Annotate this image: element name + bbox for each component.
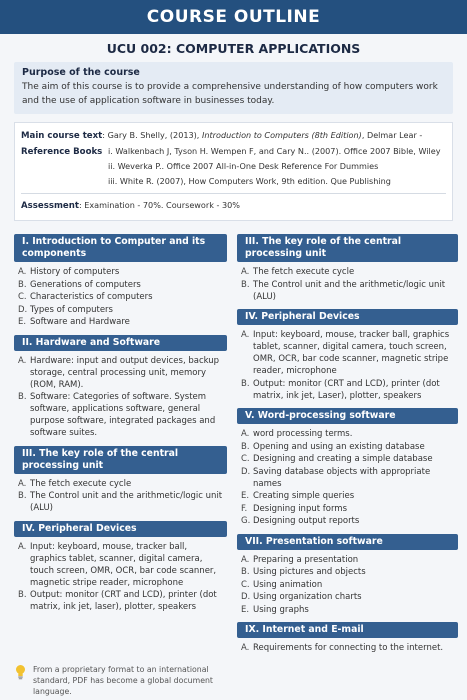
item-letter: E. <box>241 604 250 615</box>
list-item <box>241 466 456 490</box>
outline-section <box>237 622 458 658</box>
section-items <box>237 550 458 620</box>
item-text: Input: keyboard, mouse, tracker ball, graphics tablet, scanner, digital camera, touch screen, OMR, OCR, bar code scanner, magnetic stripe reader, microphone <box>253 330 450 376</box>
item-letter: G. <box>241 516 251 526</box>
item-letter: A. <box>241 554 250 565</box>
item-text: History of computers <box>30 267 120 277</box>
item-letter: C. <box>18 292 27 302</box>
list-item <box>18 304 225 316</box>
list-item <box>241 453 456 465</box>
reference-item: ii. Weverka P.. Office 2007 All-in-One Desk Reference For Dummies <box>108 161 379 171</box>
item-text: Saving database objects with appropriate names <box>253 466 431 489</box>
item-letter: C. <box>241 579 250 590</box>
item-letter: B. <box>18 392 27 402</box>
list-item <box>241 428 456 440</box>
item-text: Characteristics of computers <box>30 292 153 302</box>
item-text: The fetch execute cycle <box>30 478 132 489</box>
outline-section <box>14 234 227 332</box>
main-text-post: , Delmar Lear - <box>361 130 423 140</box>
section-heading: V. Word-processing software <box>237 408 458 424</box>
purpose-title: Purpose of the course <box>22 67 140 78</box>
reference-item: i. Walkenbach J, Tyson H. Wempen F, and Cary N.. (2007). Office 2007 Bible, Wiley <box>108 146 441 156</box>
outline-section <box>14 335 227 443</box>
assessment-text: : Examination - 70%. Coursework - 30% <box>78 200 240 210</box>
item-letter: A. <box>18 541 27 552</box>
item-letter: A. <box>241 267 250 277</box>
outline-columns <box>14 234 461 661</box>
list-item <box>241 441 456 453</box>
assessment <box>21 198 446 214</box>
lightbulb-icon <box>14 664 27 680</box>
section-heading: II. Hardware and Software <box>14 335 227 351</box>
item-letter: D. <box>18 304 28 315</box>
item-letter: A. <box>241 330 250 340</box>
item-text: Output: monitor (CRT and LCD), printer (dot matrix, ink jet, laser), plotter, speakers <box>30 590 217 612</box>
list-item <box>18 355 225 391</box>
item-letter: B. <box>241 279 250 290</box>
list-item <box>241 515 456 527</box>
footnote <box>14 664 219 697</box>
footnote-text: From a proprietary format to an international standard, PDF has become a global document language. <box>33 665 213 696</box>
outline-section <box>237 534 458 620</box>
item-letter: A. <box>18 267 27 277</box>
left-column <box>14 234 227 661</box>
purpose-text: The aim of this course is to provide a comprehensive understanding of how computers work and the use of application software in businesses today. <box>22 82 438 106</box>
list-item <box>241 554 456 566</box>
section-items <box>237 262 458 306</box>
item-text: The Control unit and the arithmetic/logic unit (ALU) <box>253 279 446 302</box>
item-letter: B. <box>18 279 27 290</box>
right-column <box>237 234 458 661</box>
item-text: Input: keyboard, mouse, tracker ball, graphics tablet, scanner, digital camera, touch screen, OMR, OCR, bar code scanner, magnetic stripe reader, microphone <box>30 541 217 588</box>
list-item <box>18 391 225 439</box>
item-text: Using organization charts <box>253 592 362 602</box>
section-items <box>237 424 458 531</box>
purpose-box <box>14 62 453 114</box>
section-heading: IV. Peripheral Devices <box>14 521 227 537</box>
item-letter: A. <box>18 478 27 489</box>
item-letter: D. <box>241 466 251 477</box>
outline-section <box>237 234 458 306</box>
item-text: The Control unit and the arithmetic/logic unit (ALU) <box>30 491 223 513</box>
list-item <box>241 591 456 603</box>
list-item <box>18 266 225 278</box>
course-info-box <box>14 122 453 221</box>
item-letter: B. <box>18 491 27 501</box>
section-items <box>14 537 227 617</box>
item-text: Designing output reports <box>253 516 360 526</box>
list-item <box>241 329 456 377</box>
section-items <box>237 325 458 405</box>
section-heading: III. The key role of the central processing unit <box>237 234 458 262</box>
item-text: word processing terms. <box>253 429 353 439</box>
item-text: Generations of computers <box>30 279 141 290</box>
item-letter: A. <box>241 429 250 439</box>
list-item <box>18 589 225 613</box>
section-items <box>14 474 227 518</box>
list-item <box>241 503 456 515</box>
item-text: Using animation <box>253 579 323 590</box>
list-item <box>18 279 225 291</box>
item-letter: E. <box>241 491 250 501</box>
item-letter: A. <box>241 643 250 653</box>
list-item <box>241 604 456 616</box>
reference-item: iii. White R. (2007), How Computers Work, 9th edition. Que Publishing <box>108 176 391 186</box>
assessment-label: Assessment <box>21 201 79 211</box>
divider <box>21 193 446 194</box>
item-text: Output: monitor (CRT and LCD), printer (dot matrix, ink jet, Laser), plotter, speakers <box>253 378 440 401</box>
list-item <box>241 566 456 578</box>
main-text-title: Introduction to Computers (8th Edition) <box>201 130 362 140</box>
item-text: Using pictures and objects <box>253 567 366 577</box>
item-letter: F. <box>241 503 248 514</box>
item-text: Software and Hardware <box>30 317 130 327</box>
item-letter: B. <box>241 378 250 389</box>
list-item <box>241 279 456 303</box>
list-item <box>18 478 225 490</box>
section-items <box>14 262 227 332</box>
item-text: Requirements for connecting to the internet. <box>253 643 444 653</box>
item-text: Designing input forms <box>253 503 348 514</box>
item-text: Opening and using an existing database <box>253 441 425 452</box>
item-letter: B. <box>241 441 250 452</box>
section-heading: III. The key role of the central processing unit <box>14 446 227 474</box>
item-letter: B. <box>18 590 27 600</box>
list-item <box>241 378 456 402</box>
item-text: Using graphs <box>253 604 309 615</box>
item-text: Preparing a presentation <box>253 554 359 565</box>
item-text: Creating simple queries <box>253 491 355 501</box>
reference-books <box>21 144 446 189</box>
item-text: Designing and creating a simple database <box>253 454 433 464</box>
section-items <box>237 638 458 658</box>
list-item <box>18 316 225 328</box>
list-item <box>241 266 456 278</box>
section-heading: VII. Presentation software <box>237 534 458 550</box>
page-title: COURSE OUTLINE <box>0 0 467 34</box>
outline-section <box>237 408 458 531</box>
item-letter: E. <box>18 317 27 327</box>
section-heading: IX. Internet and E-mail <box>237 622 458 638</box>
item-letter: B. <box>241 567 250 577</box>
item-letter: D. <box>241 592 251 602</box>
section-heading: IV. Peripheral Devices <box>237 309 458 325</box>
main-course-text <box>21 128 446 144</box>
outline-section <box>14 521 227 617</box>
item-letter: A. <box>18 355 27 366</box>
course-subtitle: UCU 002: COMPUTER APPLICATIONS <box>106 41 361 56</box>
ref-label: Reference Books <box>21 147 103 157</box>
main-text-label: Main course text <box>21 131 103 141</box>
section-items <box>14 351 227 443</box>
list-item <box>18 291 225 303</box>
outline-section <box>14 446 227 518</box>
main-text-pre: : Gary B. Shelly, (2013), <box>102 130 202 140</box>
section-heading: I. Introduction to Computer and its components <box>14 234 227 262</box>
list-item <box>241 490 456 502</box>
item-text: Types of computers <box>30 304 113 315</box>
list-item <box>18 541 225 589</box>
list-item <box>18 490 225 514</box>
item-text: Software: Categories of software. System software, applications software, general purpose software, integrated packages and software suites. <box>30 392 216 438</box>
list-item <box>241 579 456 591</box>
list-item <box>241 642 456 654</box>
item-text: Hardware: input and output devices, backup storage, central processing unit, memory (ROM, RAM). <box>30 355 220 390</box>
item-text: The fetch execute cycle <box>253 267 355 277</box>
item-letter: C. <box>241 454 250 464</box>
outline-section <box>237 309 458 405</box>
